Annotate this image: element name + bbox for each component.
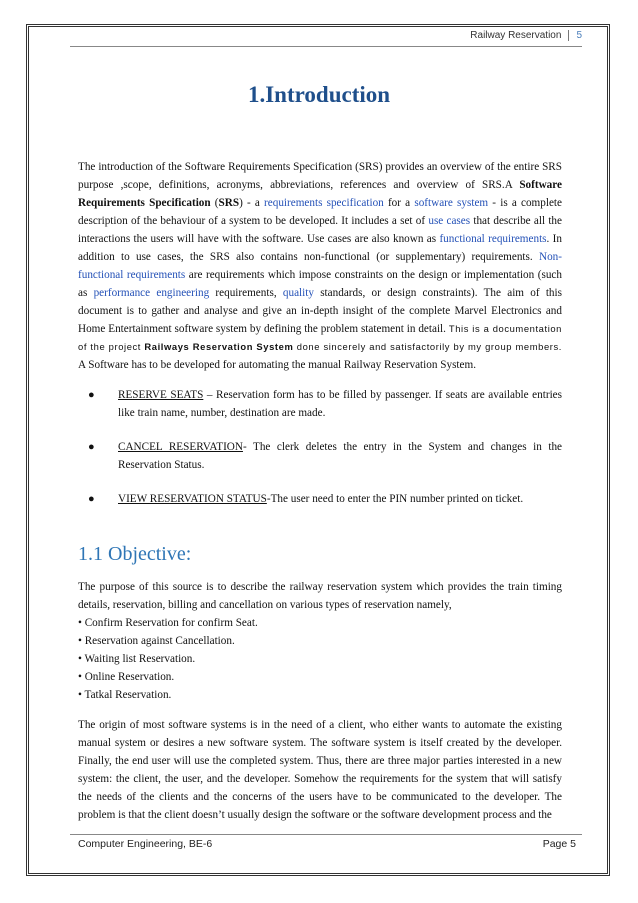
bullet-label: CANCEL RESERVATION [118,441,243,453]
link-requirements-specification[interactable]: requirements specification [264,197,384,209]
footer-rule [70,834,582,835]
list-item [78,438,562,474]
list-item: • Confirm Reservation for confirm Seat. [78,617,258,629]
list-item: • Online Reservation. [78,671,175,683]
link-use-cases[interactable]: use cases [428,215,471,227]
header-rule [70,46,582,47]
link-non-functional-requirements[interactable]: Non-functional requirements [78,251,562,281]
bullet-text: - The clerk deletes the entry in the System and changes in the Reservation Status. [118,441,563,471]
project-name: Railways Reservation System [144,341,294,352]
list-item: • Waiting list Reservation. [78,653,196,665]
page-footer [78,838,576,850]
intro-text-spaced: This is a documentation of the project [78,323,562,352]
bold-term: Software Requirements Specification [78,179,562,209]
objective-paragraph [78,578,562,704]
footer-left: Computer Engineering, BE-6 [78,838,213,850]
bullet-text: – Reservation form has to be filled by passenger. If seats are available entries like train name, number, destination are made. [118,389,562,419]
list-item [78,490,562,508]
link-functional-requirements[interactable]: functional requirements [439,233,547,245]
list-item [78,386,562,422]
bullet-text: -The user need to enter the PIN number printed on ticket. [266,493,524,505]
intro-text: The introduction of the Software Requirements Specification (SRS) provides an overview of the entire SRS purpose ,scope, definitions, acronyms, abbreviations, references and overview of SRS.A [78,161,562,191]
intro-text: that describe all the interactions the users will have with the software. Use cases are also known as [78,215,562,245]
intro-text: A Software has to be developed for automating the manual Railway Reservation System. [78,359,476,371]
intro-text: requirements, [209,287,283,299]
bullet-label: VIEW RESERVATION STATUS [118,493,267,505]
bullet-label: RESERVE SEATS [118,389,204,401]
intro-text: ) - a [239,197,265,209]
link-performance-engineering[interactable]: performance engineering [93,287,210,299]
list-item: • Tatkal Reservation. [78,689,172,701]
page-header [470,30,582,41]
list-item: • Reservation against Cancellation. [78,635,235,647]
bullet-icon: ● [88,441,95,453]
intro-paragraph [78,158,562,374]
intro-text: ( [210,197,219,209]
intro-text-spaced: done sincerely and satisfactorily by my group members. [293,341,562,352]
bold-term: SRS [218,197,240,209]
bullet-icon: ● [88,493,95,505]
intro-text: . In addition to use cases, the SRS also contains non-functional (or supplementary) requirements. [78,233,563,263]
link-software-system[interactable]: software system [414,197,489,209]
header-title: Railway Reservation [470,30,562,41]
intro-text: are requirements which impose constraints on the design or implementation (such as [78,269,562,299]
bullet-icon: ● [88,389,95,401]
link-quality[interactable]: quality [282,287,314,299]
intro-text: standards, or design constraints). The aim of this document is to gather and analyse and give an in-depth insight of the complete Marvel Electronics and Home Entertainment software system by defining the problem statement in detail. [78,287,562,335]
section-heading: 1.1 Objective: [78,543,192,565]
objective-lead: The purpose of this source is to describe the railway reservation system which provides the train timing details, reservation, billing and cancellation on various types of reservation namely, [78,581,562,611]
intro-text: for a [383,197,415,209]
origin-paragraph: The origin of most software systems is in the need of a client, who either wants to automate the existing manual system or desires a new software system. The software system is itself created by the developer. Finally, the end user will use the completed system. Thus, there are three major parties interested in a new system: the client, the user, and the developer. Somehow the requirements for the system that will satisfy the needs of the clients and the concerns of the users have to be communicated to the developer. The problem is that the client doesn’t usually design the software or the software development process and the [78,719,562,821]
intro-text: - is a complete description of the behaviour of a system to be developed. It includes a set of [78,197,562,227]
header-page-number: 5 [568,30,582,41]
page-title: 1.Introduction [247,82,391,107]
footer-page-number: Page 5 [542,838,576,850]
feature-list [78,386,562,524]
